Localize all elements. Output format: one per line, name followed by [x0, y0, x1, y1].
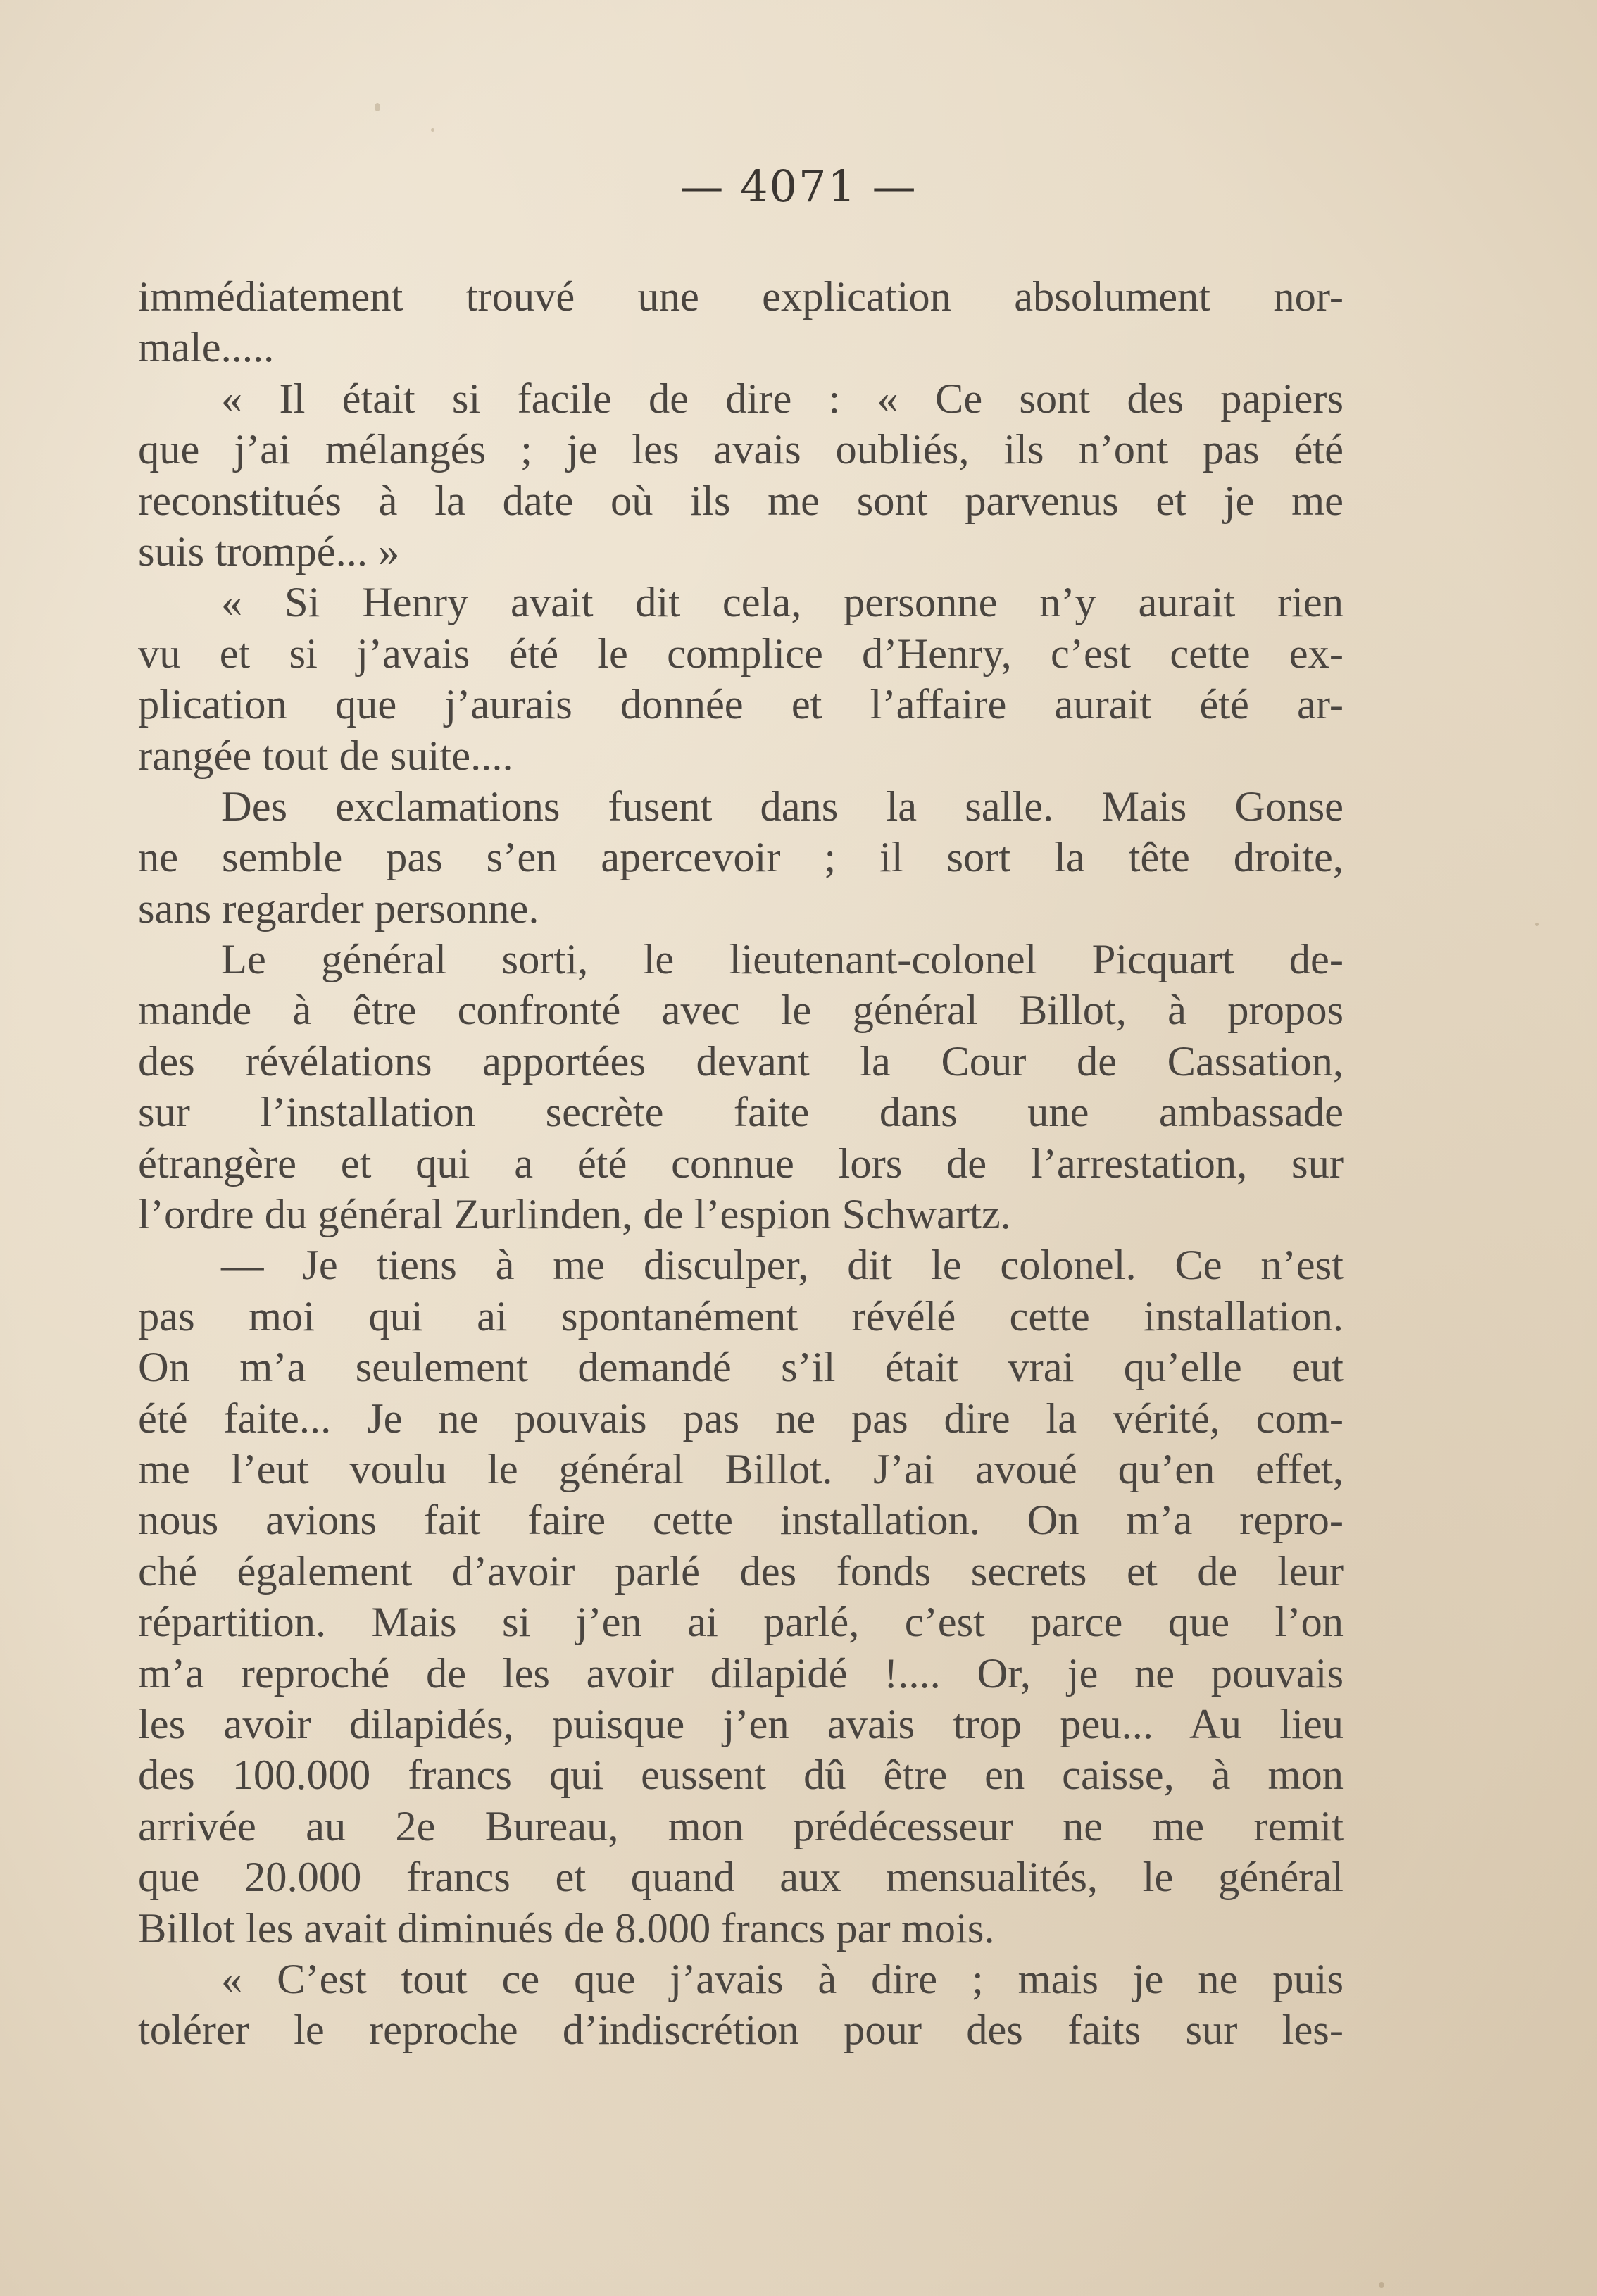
text-line: Le général sorti, le lieutenant-colonel Picquart de- — [221, 936, 1344, 984]
text-line: que j’ai mélangés ; je les avais oubliés, ils n’ont pas été — [138, 426, 1344, 474]
text-line: « Si Henry avait dit cela, personne n’y aurait rien — [221, 579, 1344, 627]
paper-speck — [375, 103, 380, 111]
text-line: immédiatement trouvé une explication absolument nor- — [138, 273, 1344, 320]
text-line: suis trompé... » — [138, 528, 400, 575]
text-line: nous avions fait faire cette installation. On m’a repro- — [138, 1497, 1344, 1545]
text-line: l’ordre du général Zurlinden, de l’espion Schwartz. — [138, 1191, 1011, 1239]
text-line: sur l’installation secrète faite dans une ambassade — [138, 1089, 1344, 1137]
text-line: — Je tiens à me disculper, dit le colonel. Ce n’est — [221, 1242, 1344, 1290]
body-text — [138, 272, 1344, 2057]
text-line: étrangère et qui a été connue lors de l’arrestation, sur — [138, 1140, 1344, 1187]
text-line: arrivée au 2e Bureau, mon prédécesseur ne me remit — [138, 1802, 1344, 1850]
paper-speck — [1379, 2282, 1384, 2288]
text-line: Des exclamations fusent dans la salle. Mais Gonse — [221, 782, 1344, 830]
text-line: plication que j’aurais donnée et l’affaire aurait été ar- — [138, 681, 1344, 729]
paper-speck — [431, 128, 434, 132]
text-line: sans regarder personne. — [138, 885, 539, 932]
text-line: mande à être confronté avec le général Billot, à propos — [138, 987, 1344, 1035]
text-line: « C’est tout ce que j’avais à dire ; mais je ne puis — [221, 1955, 1344, 2003]
text-line: me l’eut voulu le général Billot. J’ai avoué qu’en effet, — [138, 1445, 1344, 1493]
page-number: — 4071 — — [679, 161, 918, 212]
text-line: rangée tout de suite.... — [138, 732, 513, 780]
text-line: reconstitués à la date où ils me sont parvenus et je me — [138, 477, 1344, 525]
text-line: « Il était si facile de dire : « Ce sont des papiers — [221, 375, 1344, 423]
text-line: pas moi qui ai spontanément révélé cette installation. — [138, 1292, 1344, 1340]
text-line: les avoir dilapidés, puisque j’en avais trop peu... Au lieu — [138, 1700, 1344, 1748]
text-line: des 100.000 francs qui eussent dû être en caisse, à mon — [138, 1752, 1344, 1799]
text-line: des révélations apportées devant la Cour de Cassation, — [138, 1037, 1344, 1085]
text-line: que 20.000 francs et quand aux mensualités, le général — [138, 1854, 1344, 1902]
paper-speck — [1535, 923, 1539, 926]
text-line: male..... — [138, 324, 275, 372]
text-line: On m’a seulement demandé s’il était vrai qu’elle eut — [138, 1344, 1344, 1392]
text-line: ché également d’avoir parlé des fonds secrets et de leur — [138, 1547, 1344, 1595]
text-line: tolérer le reproche d’indiscrétion pour des faits sur les- — [138, 2007, 1344, 2054]
text-line: été faite... Je ne pouvais pas ne pas dire la vérité, com- — [138, 1395, 1344, 1442]
text-line: Billot les avait diminués de 8.000 francs par mois. — [138, 1904, 995, 1952]
text-line: répartition. Mais si j’en ai parlé, c’est parce que l’on — [138, 1599, 1344, 1647]
text-line: ne semble pas s’en apercevoir ; il sort la tête droite, — [138, 834, 1344, 882]
text-line: vu et si j’avais été le complice d’Henry, c’est cette ex- — [138, 630, 1344, 678]
text-line: m’a reproché de les avoir dilapidé !.... Or, je ne pouvais — [138, 1649, 1344, 1697]
